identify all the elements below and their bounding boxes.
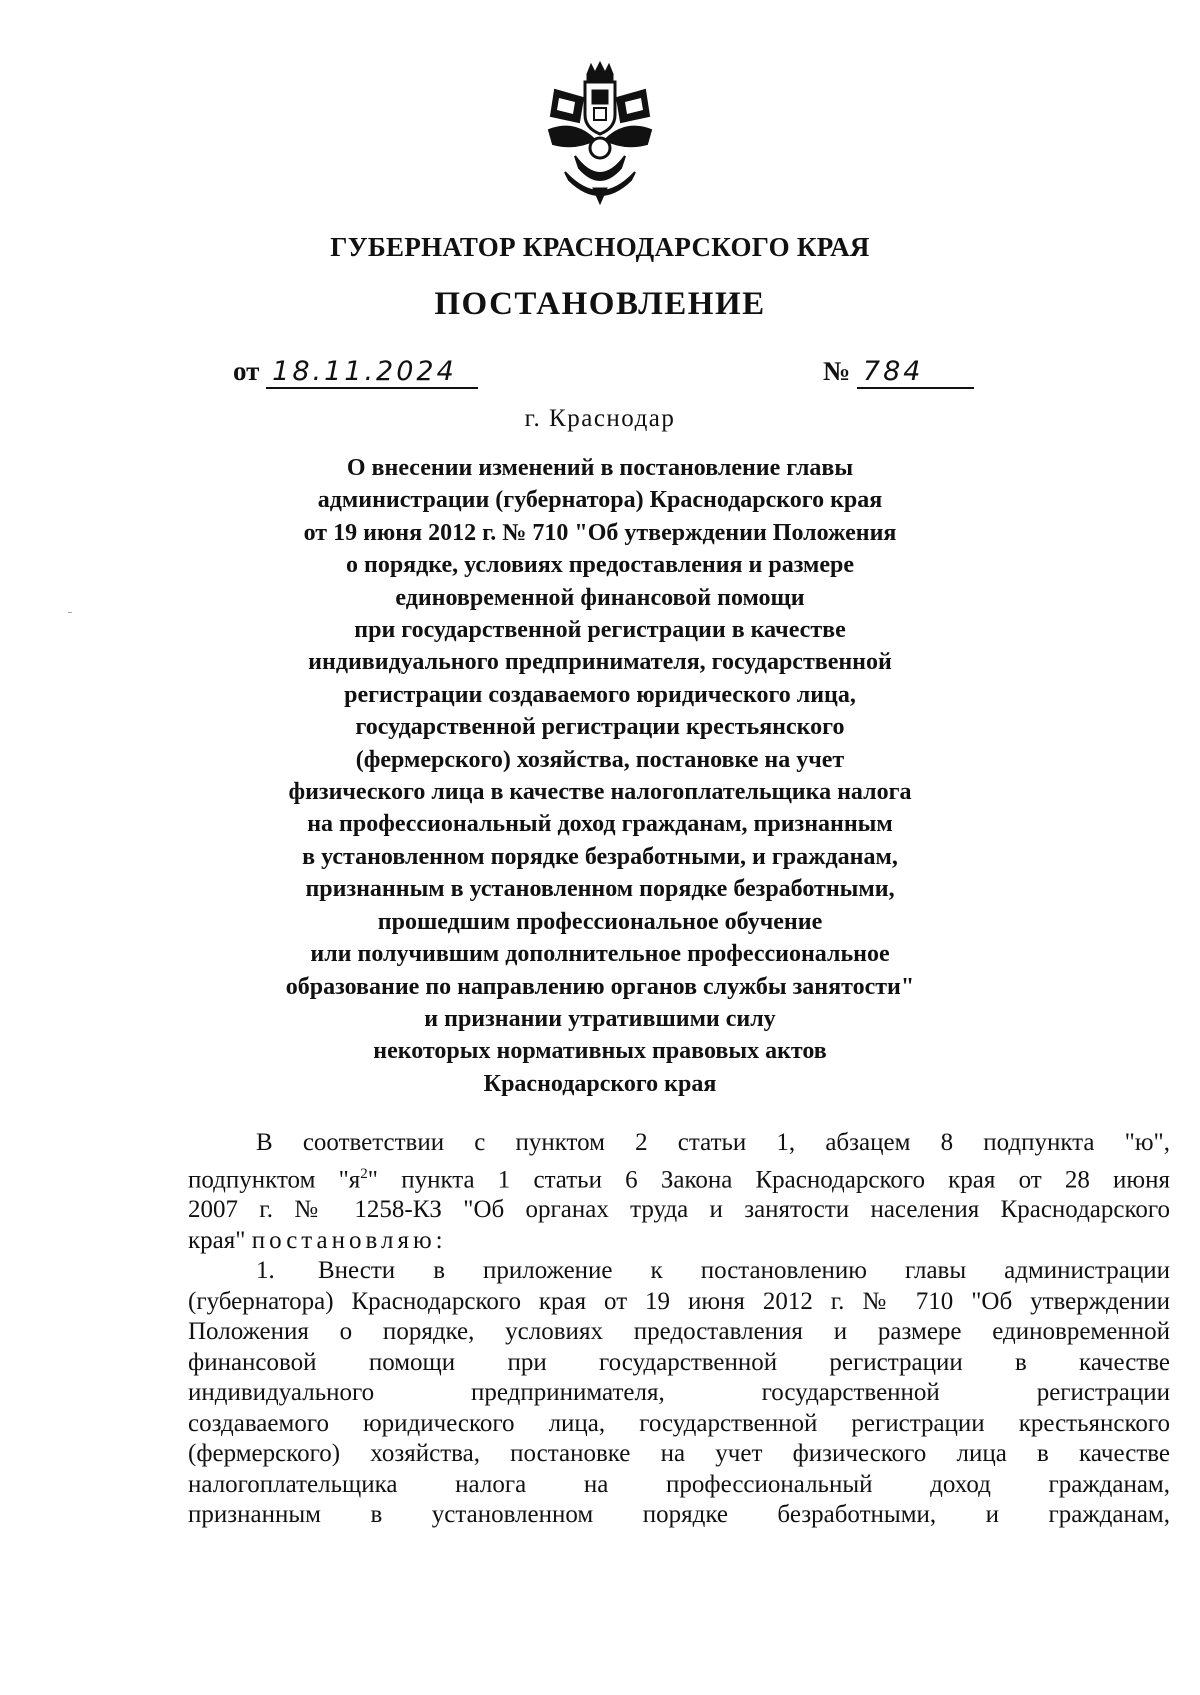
number-prefix: № bbox=[823, 356, 851, 386]
body-text: 2007 г. № 1258-КЗ "Об органах труда и занятости населения Краснодарского bbox=[188, 1196, 1170, 1224]
title-line: и признании утратившими силу bbox=[424, 1005, 776, 1032]
spaced-resolution-word: постановляю: bbox=[251, 1226, 447, 1254]
body-line bbox=[188, 1159, 1170, 1196]
title-line: (фермерского) хозяйства, постановке на учет bbox=[355, 746, 845, 773]
document-body bbox=[188, 1128, 1170, 1531]
body-text: края" bbox=[188, 1226, 246, 1254]
body-text: В соответствии с пунктом 2 статьи 1, абзацем 8 подпункта "ю", bbox=[256, 1129, 1170, 1156]
superscript-text: 2 bbox=[360, 1165, 368, 1182]
title-line: физического лица в качестве налогоплательщика налога bbox=[288, 779, 912, 806]
item-number: 1. bbox=[256, 1257, 275, 1285]
title-line: или получившим дополнительное профессиональное bbox=[310, 941, 890, 968]
body-text: признанным в установленном порядке безработными, и гражданам, bbox=[188, 1501, 1170, 1529]
body-line bbox=[188, 1317, 1170, 1348]
document-title bbox=[0, 452, 1200, 1100]
body-text: индивидуального предпринимателя, государственной регистрации bbox=[188, 1379, 1170, 1407]
issuing-authority-title: ГУБЕРНАТОР КРАСНОДАРСКОГО КРАЯ bbox=[330, 232, 870, 262]
body-text: создаваемого юридического лица, государственной регистрации крестьянского bbox=[188, 1409, 1170, 1437]
title-line: государственной регистрации крестьянского bbox=[355, 714, 845, 741]
title-line: на профессиональный доход гражданам, признанным bbox=[307, 811, 893, 838]
title-line: администрации (губернатора) Краснодарского края bbox=[317, 487, 883, 514]
body-line bbox=[188, 1128, 1170, 1159]
body-line bbox=[188, 1470, 1170, 1501]
body-line bbox=[188, 1348, 1170, 1379]
title-line: некоторых нормативных правовых актов bbox=[373, 1038, 827, 1065]
title-line: при государственной регистрации в качестве bbox=[354, 617, 846, 644]
body-line bbox=[188, 1439, 1170, 1470]
handwritten-date: 18.11.2024 bbox=[266, 358, 478, 389]
title-line: признанным в установленном порядке безработными, bbox=[305, 876, 895, 903]
scan-margin-mark bbox=[68, 612, 72, 613]
body-text: " пункта 1 статьи 6 Закона Краснодарского края от 28 июня bbox=[367, 1165, 1170, 1193]
document-number-row bbox=[823, 356, 974, 389]
title-line: о порядке, условиях предоставления и размере bbox=[345, 552, 854, 579]
title-line: Краснодарского края bbox=[483, 1070, 717, 1097]
body-line bbox=[188, 1378, 1170, 1409]
body-text: (губернатора) Краснодарского края от 19 июня 2012 г. № 710 "Об утверждении bbox=[188, 1287, 1170, 1315]
coat-of-arms-emblem bbox=[535, 60, 665, 210]
handwritten-number: 784 bbox=[857, 358, 974, 389]
body-line bbox=[188, 1226, 1170, 1257]
body-line bbox=[188, 1287, 1170, 1318]
title-line: прошедшим профессиональное обучение bbox=[377, 908, 823, 935]
title-line: в установленном порядке безработными, и гражданам, bbox=[302, 843, 898, 870]
body-text: Внести в приложение к постановлению главы администрации bbox=[318, 1257, 1170, 1285]
body-text: подпунктом "я bbox=[188, 1165, 361, 1193]
body-line bbox=[188, 1256, 1170, 1287]
title-line: регистрации создаваемого юридического лица, bbox=[344, 681, 856, 708]
title-line: единовременной финансовой помощи bbox=[395, 584, 805, 611]
body-line bbox=[188, 1195, 1170, 1226]
issue-city: г. Краснодар bbox=[524, 405, 676, 432]
body-text: (фермерского) хозяйства, постановке на учет физического лица в качестве bbox=[188, 1440, 1170, 1468]
date-prefix: от bbox=[233, 356, 260, 386]
title-line: от 19 июня 2012 г. № 710 "Об утверждении Положения bbox=[303, 519, 897, 546]
body-line bbox=[188, 1500, 1170, 1531]
document-date-row bbox=[233, 356, 478, 389]
title-line: индивидуального предпринимателя, государственной bbox=[308, 649, 892, 676]
title-line: О внесении изменений в постановление главы bbox=[346, 455, 854, 481]
body-line bbox=[188, 1409, 1170, 1440]
body-text: финансовой помощи при государственной регистрации в качестве bbox=[188, 1348, 1170, 1376]
body-text: Положения о порядке, условиях предоставления и размере единовременной bbox=[188, 1318, 1170, 1346]
body-text: налогоплательщика налога на профессиональный доход гражданам, bbox=[188, 1470, 1170, 1498]
document-type-title: ПОСТАНОВЛЕНИЕ bbox=[434, 286, 766, 322]
title-line: образование по направлению органов службы занятости" bbox=[285, 973, 915, 1000]
